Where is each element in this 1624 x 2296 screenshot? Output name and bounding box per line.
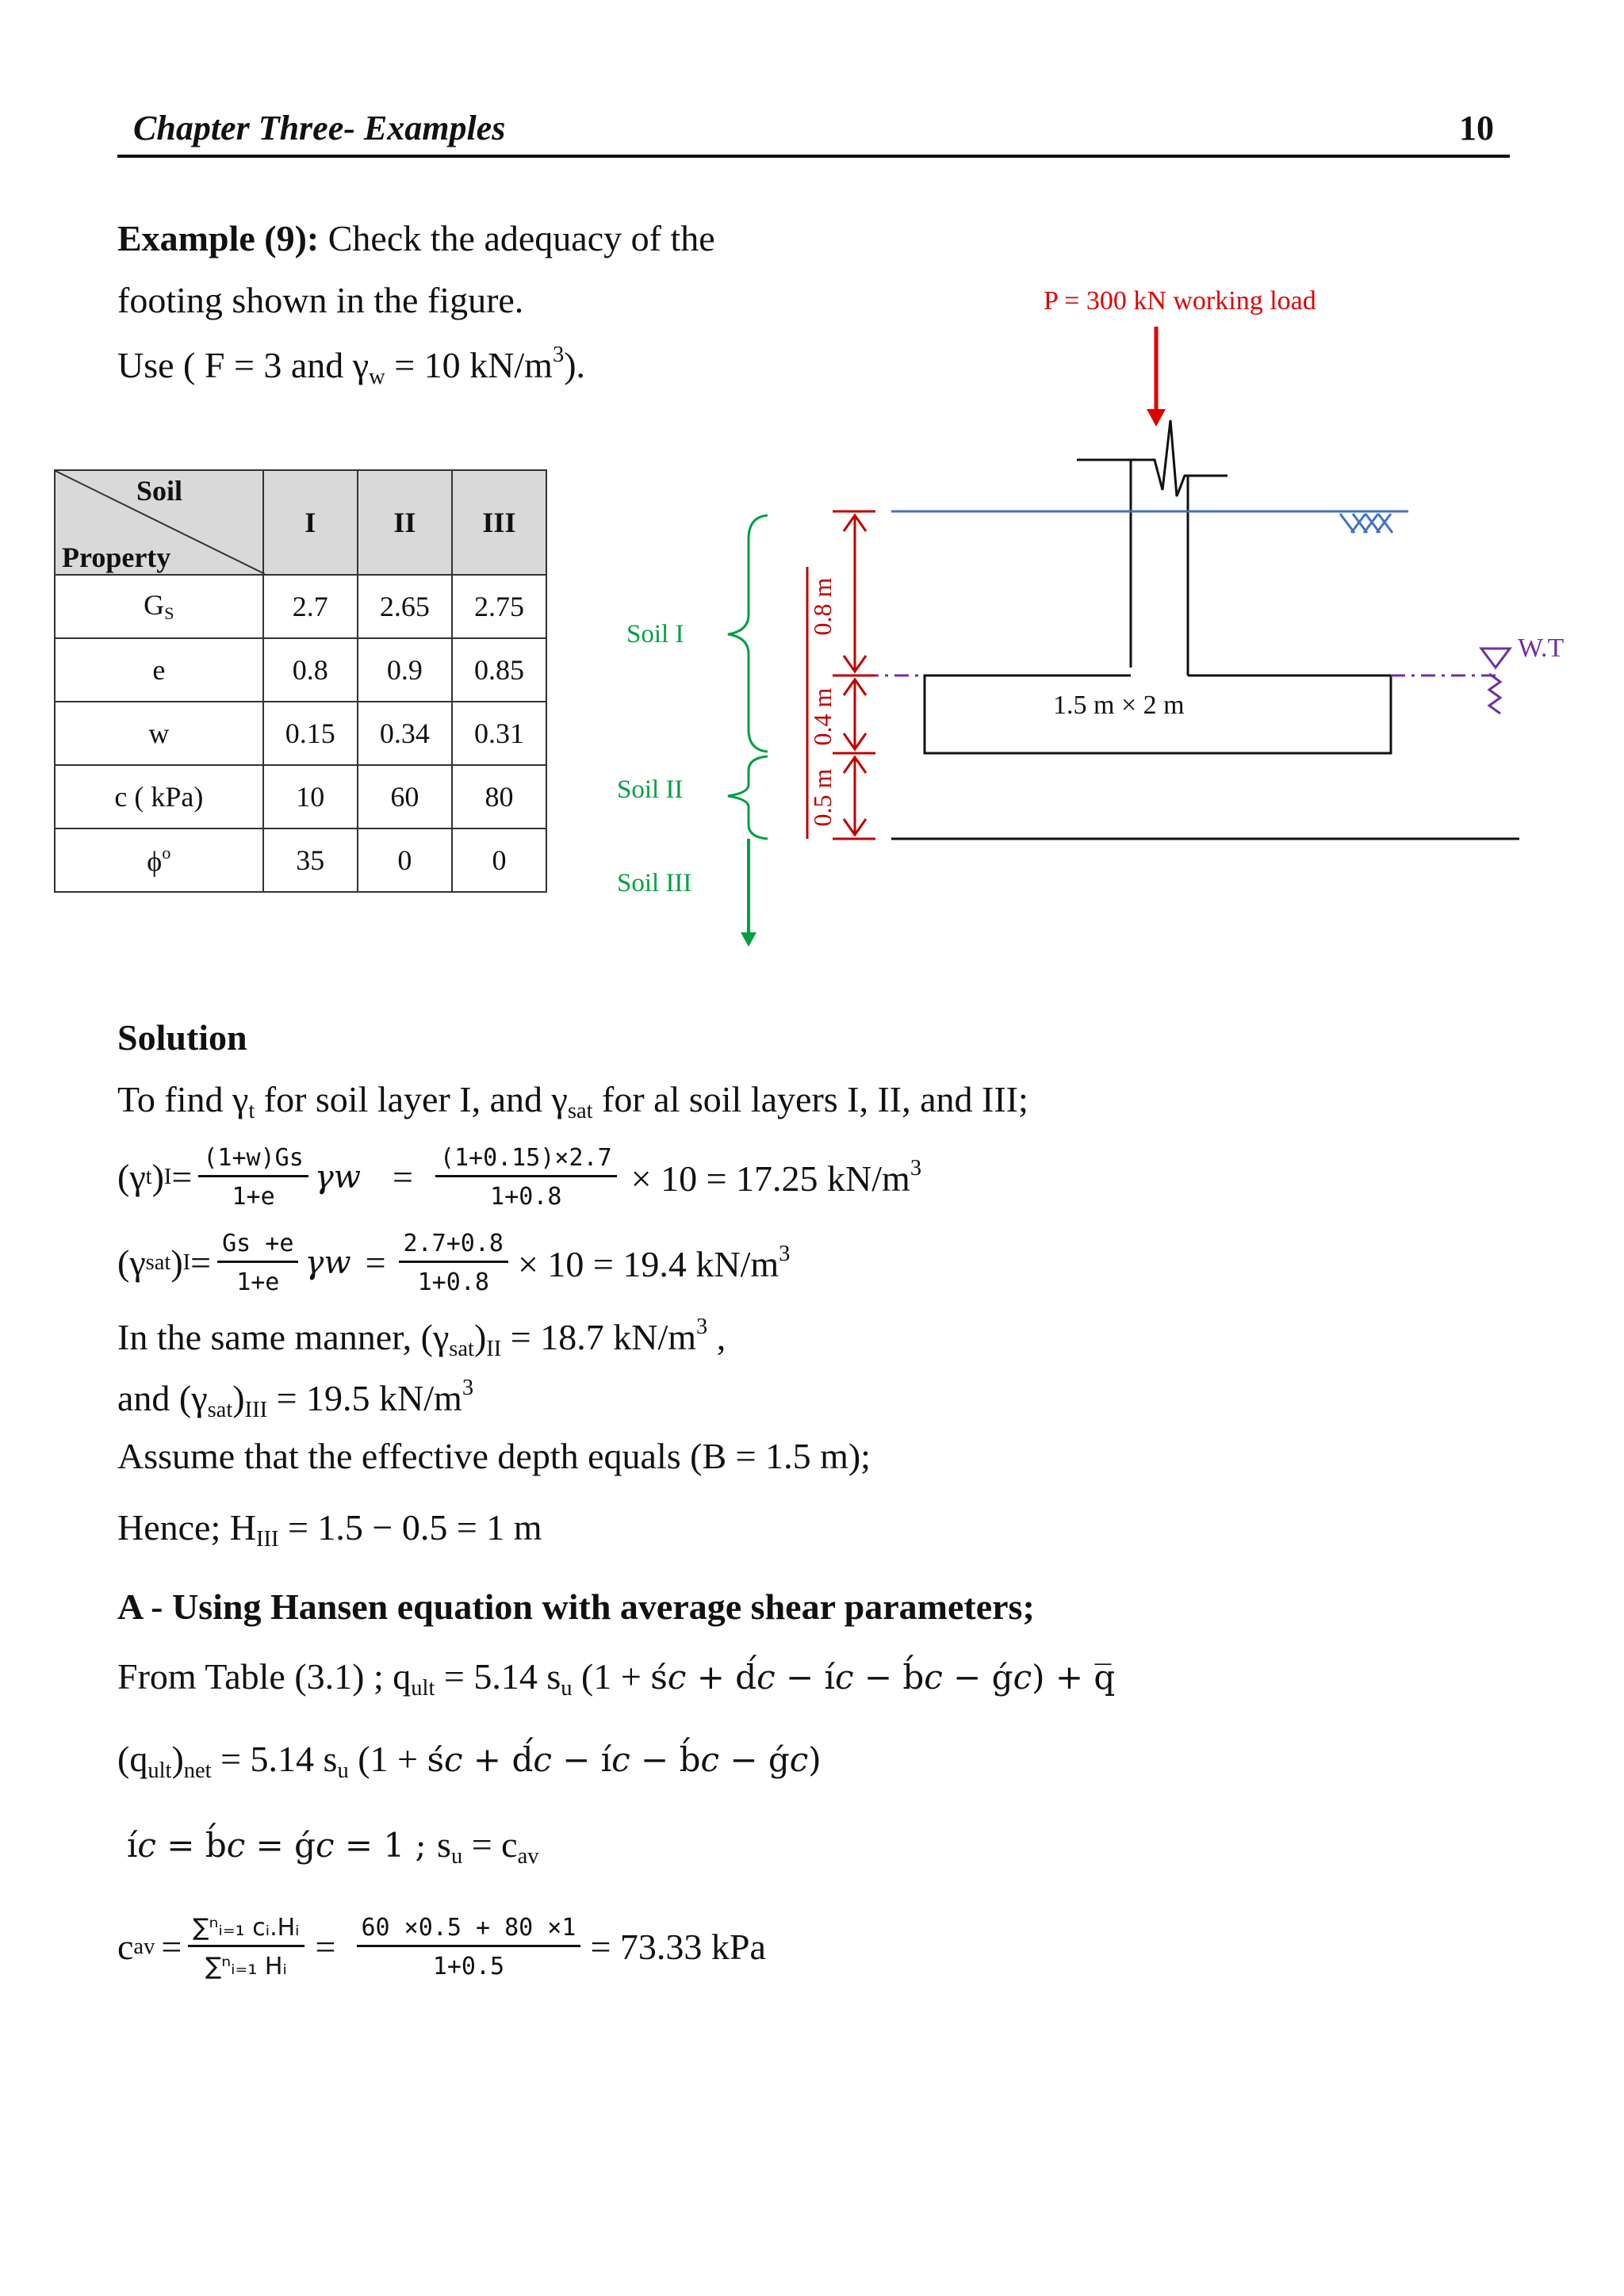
chapter-title: Chapter Three- Examples: [133, 109, 506, 147]
text: = 5.14 s: [211, 1739, 338, 1779]
footing-size-label: 1.5 m × 2 m: [1053, 691, 1185, 720]
factor-terms: ś𝑐 + d́𝑐 − í𝑐 − b́𝑐 − ǵ𝑐) + q̅: [650, 1658, 1116, 1697]
solution-heading: Solution: [117, 1017, 247, 1058]
cav-result: = 73.33 kPa: [590, 1927, 766, 1967]
sub: III: [255, 1526, 279, 1552]
eq2-result-sup: 3: [779, 1242, 791, 1267]
cav-lhs-sub: av: [133, 1934, 155, 1959]
sub: net: [183, 1758, 212, 1783]
net-equation: [117, 1741, 822, 1783]
text: (1 +: [348, 1739, 427, 1779]
sub: ult: [147, 1758, 172, 1783]
sub: sat: [207, 1397, 233, 1422]
text: ,: [707, 1316, 726, 1357]
text: s: [437, 1824, 451, 1865]
text: = 18.7 kN/m: [501, 1316, 697, 1357]
example-label: Example (9):: [117, 218, 320, 258]
given-text-2: = 10 kN/m: [385, 344, 553, 385]
dim-label-0-4m: 0.4 m: [808, 687, 837, 746]
dim-label-0-5m: 0.5 m: [808, 768, 837, 827]
cav-equation: [117, 1900, 766, 1995]
load-arrowhead: [1147, 409, 1166, 427]
sub: II: [486, 1336, 502, 1361]
table-cell: 2.7: [263, 575, 358, 638]
example-line-2: footing shown in the figure.: [117, 280, 524, 320]
eq2-gamma-w: γw: [304, 1245, 351, 1281]
text: = 1.5 − 0.5 = 1 m: [278, 1507, 542, 1548]
text: = c: [462, 1824, 518, 1865]
eq1-lhs: (γ: [117, 1157, 146, 1197]
fraction-denominator: 1+e: [232, 1182, 275, 1211]
table-cell: 0: [358, 828, 452, 892]
eq1-lhs-end: ): [151, 1157, 164, 1197]
fraction-denominator: 1+0.8: [417, 1268, 489, 1296]
table-cell: 35: [263, 828, 358, 892]
given-sub: w: [369, 364, 385, 389]
sub: u: [561, 1675, 573, 1701]
row-label: c ( kPa): [55, 765, 263, 828]
row-label: e: [55, 638, 263, 702]
equation-gamma-sat: [117, 1219, 790, 1307]
soil-ii-brace: [728, 756, 768, 839]
factor-terms: í𝑐 = b́𝑐 = ǵ𝑐 = 1 ;: [127, 1826, 438, 1865]
sup: 3: [696, 1314, 708, 1339]
and-line: [117, 1377, 473, 1422]
intro-text-3: for al soil layers I, II, and III;: [592, 1079, 1028, 1119]
row-label: w: [55, 702, 263, 765]
eq2-fraction-1: [217, 1229, 298, 1296]
column-header-soil-ii: II: [358, 470, 452, 575]
text: (q: [117, 1739, 148, 1779]
eq2-lhs-end: ): [170, 1242, 183, 1283]
row-label-text: G: [144, 589, 165, 622]
equation-gamma-t: [117, 1134, 921, 1221]
text: ): [473, 1316, 487, 1357]
text: In the same manner, (γ: [117, 1316, 450, 1357]
section-a-heading: A - Using Hansen equation with average shear parameters;: [117, 1586, 1035, 1627]
eq2-lhs-sub: sat: [145, 1249, 171, 1275]
text: From Table (3.1) ; q: [117, 1656, 412, 1697]
column-break-symbol: [1077, 420, 1228, 496]
fraction-numerator: (1+w)Gs: [198, 1146, 308, 1177]
text: Hence; H: [117, 1507, 256, 1548]
given-sup: 3: [552, 342, 565, 367]
eq2-equals-2: =: [365, 1242, 386, 1283]
sub: sat: [449, 1336, 474, 1361]
eq1-gamma-w: γw: [314, 1159, 361, 1196]
intro-sub-1: t: [248, 1098, 255, 1123]
factors-line: [127, 1824, 539, 1869]
dim-label-0-8m: 0.8 m: [808, 577, 837, 636]
table-cell: 0.8: [263, 638, 358, 702]
intro-text-2: for soil layer I, and γ: [255, 1079, 568, 1119]
hansen-equation: [117, 1656, 1116, 1701]
cav-fraction-1: [188, 1913, 304, 1980]
table-cell: 0: [452, 828, 546, 892]
table-cell: 0.15: [263, 702, 358, 765]
text: ): [232, 1377, 245, 1418]
soil-iii-arrowhead: [741, 932, 756, 947]
same-manner-line: [117, 1316, 726, 1360]
fraction-numerator: 2.7+0.8: [399, 1232, 508, 1263]
sub: av: [517, 1843, 539, 1869]
fraction-numerator: 60 ×0.5 + 80 ×1: [357, 1916, 581, 1947]
soil-ii-label: Soil II: [617, 775, 684, 804]
eq2-lhs: (γ: [117, 1242, 146, 1283]
fraction-numerator: (1+0.15)×2.7: [435, 1146, 617, 1177]
eq1-equals: =: [171, 1157, 193, 1197]
fraction-numerator: ∑ⁿᵢ₌₁ cᵢ.Hᵢ: [188, 1916, 304, 1947]
eq1-equals-2: =: [392, 1157, 413, 1197]
fraction-denominator: 1+0.8: [490, 1182, 562, 1211]
soil-i-brace: [728, 515, 768, 752]
table-cell: 60: [358, 765, 452, 828]
text: = 19.5 kN/m: [267, 1377, 462, 1418]
soil-iii-label: Soil III: [617, 869, 692, 897]
eq1-lhs-sub: t: [145, 1164, 152, 1189]
eq1-result: × 10 = 17.25 kN/m: [630, 1158, 910, 1199]
cav-lhs: c: [117, 1927, 134, 1967]
sub: ult: [411, 1675, 435, 1701]
intro-sub-2: sat: [567, 1098, 593, 1123]
intro-text-1: To find γ: [117, 1079, 249, 1119]
ground-hatch-symbol: [1329, 511, 1408, 533]
corner-property-label: Property: [62, 541, 171, 573]
cav-equals-2: =: [315, 1927, 336, 1967]
example-text-1: Check the adequacy of the: [327, 218, 715, 258]
sub: u: [337, 1758, 349, 1783]
sub: III: [244, 1397, 268, 1422]
factor-terms: ś𝑐 + d́𝑐 − í𝑐 − b́𝑐 − ǵ𝑐): [427, 1740, 822, 1779]
eq2-fraction-2: [399, 1229, 508, 1296]
column-header-soil-i: I: [263, 470, 358, 575]
table-cell: 0.85: [452, 638, 546, 702]
table-cell: 80: [452, 765, 546, 828]
eq2-equals: =: [190, 1242, 212, 1283]
cav-equals: =: [161, 1927, 182, 1967]
cav-fraction-2: [357, 1913, 581, 1980]
water-table-label: W.T: [1518, 633, 1565, 663]
sub: u: [450, 1843, 463, 1869]
assume-line: Assume that the effective depth equals (B = 1.5 m);: [117, 1436, 871, 1476]
text: (1 +: [572, 1656, 651, 1697]
table-cell: 2.75: [452, 575, 546, 638]
fraction-denominator: 1+e: [236, 1268, 280, 1296]
fraction-denominator: 1+0.5: [432, 1952, 505, 1980]
column-header-soil-iii: III: [452, 470, 546, 575]
table-cell: 10: [263, 765, 358, 828]
sup: 3: [462, 1376, 474, 1400]
soil-i-label: Soil I: [626, 620, 684, 649]
table-cell: 0.9: [358, 638, 452, 702]
table-cell: 0.34: [358, 702, 452, 765]
table-cell: 0.31: [452, 702, 546, 765]
eq1-result-sup: 3: [910, 1156, 922, 1181]
footing-figure: [0, 0, 1624, 983]
text: and (γ: [117, 1377, 208, 1418]
hence-line: [117, 1507, 542, 1552]
eq1-fraction-2: [435, 1143, 617, 1211]
row-label-sub: S: [164, 603, 174, 624]
row-label-text: ϕ: [147, 845, 163, 878]
eq1-lhs-sub2: I: [163, 1164, 172, 1189]
fraction-numerator: Gs +e: [217, 1232, 298, 1263]
fraction-denominator: ∑ⁿᵢ₌₁ Hᵢ: [205, 1952, 287, 1980]
eq1-fraction-1: [198, 1143, 308, 1211]
corner-soil-label: Soil: [136, 475, 183, 507]
text: = 5.14 s: [435, 1656, 561, 1697]
solution-intro: [117, 1081, 1028, 1123]
given-text: Use ( F = 3 and γ: [117, 344, 370, 385]
given-end: ).: [564, 344, 586, 385]
row-label-sup: o: [162, 842, 171, 863]
load-label: P = 300 kN working load: [1044, 286, 1316, 316]
text: ): [171, 1739, 184, 1779]
table-cell: 2.65: [358, 575, 452, 638]
water-table-symbol: [1481, 649, 1510, 714]
eq2-result: × 10 = 19.4 kN/m: [517, 1243, 779, 1284]
page-number: 10: [1459, 109, 1494, 147]
eq2-lhs-sub2: I: [182, 1249, 191, 1275]
